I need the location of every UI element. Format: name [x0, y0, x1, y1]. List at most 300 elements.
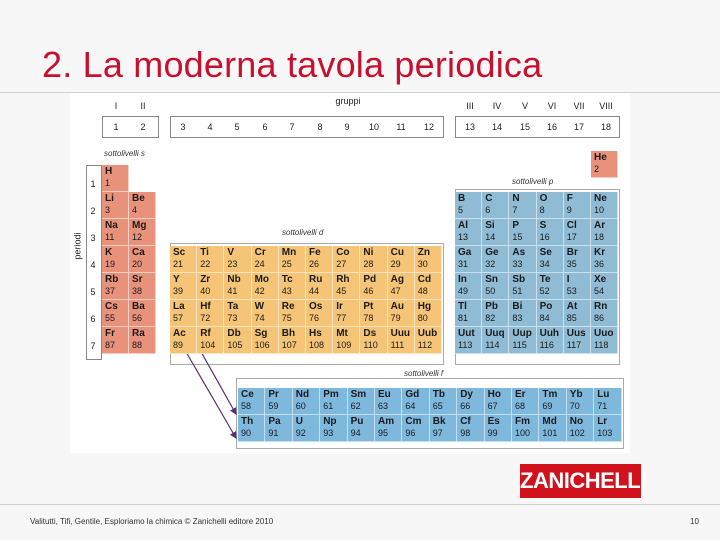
element-cell-Ce — [238, 388, 265, 415]
element-symbol: Sr — [132, 274, 143, 285]
atomic-number: 107 — [281, 340, 297, 350]
element-symbol: Ag — [390, 274, 404, 285]
element-cell-Cf — [457, 415, 484, 442]
element-cell-Cs — [102, 300, 129, 327]
atomic-number: 83 — [512, 313, 523, 323]
period-number-7: 7 — [90, 341, 96, 351]
element-cell-F — [564, 192, 591, 219]
element-cell-Rb — [102, 273, 129, 300]
element-symbol: In — [458, 274, 467, 285]
element-cell-H — [102, 165, 129, 192]
element-symbol: Tb — [432, 389, 446, 400]
element-symbol: Db — [227, 328, 241, 339]
element-symbol: Uuq — [485, 328, 505, 339]
element-cell-Uuh — [537, 327, 564, 354]
element-symbol: Np — [323, 416, 337, 427]
element-symbol: Ds — [363, 328, 377, 339]
element-cell-At — [564, 300, 591, 327]
atomic-number: 18 — [594, 232, 605, 242]
element-cell-Li — [102, 192, 129, 219]
element-cell-Ds — [360, 327, 387, 354]
atomic-number: 1 — [105, 178, 111, 188]
element-cell-Pa — [265, 415, 292, 442]
element-cell-Bh — [279, 327, 306, 354]
element-cell-Ra — [129, 327, 156, 354]
element-symbol: Es — [487, 416, 500, 427]
atomic-number: 61 — [323, 401, 334, 411]
period-number-1: 1 — [90, 179, 96, 189]
atomic-number: 30 — [417, 259, 428, 269]
element-symbol: Tl — [458, 301, 467, 312]
element-symbol: Li — [105, 193, 114, 204]
element-cell-K — [102, 246, 129, 273]
atomic-number: 20 — [132, 259, 143, 269]
atomic-number: 81 — [458, 313, 469, 323]
atomic-number: 46 — [363, 286, 374, 296]
element-symbol: N — [512, 193, 520, 204]
atomic-number: 112 — [417, 340, 433, 350]
atomic-number: 63 — [378, 401, 389, 411]
group-number-1: 1 — [113, 122, 119, 132]
element-cell-Tb — [430, 388, 457, 415]
element-symbol: C — [485, 193, 493, 204]
element-cell-Te — [537, 273, 564, 300]
element-symbol: Ir — [336, 301, 343, 312]
atomic-number: 51 — [512, 286, 523, 296]
element-cell-Al — [455, 219, 482, 246]
element-symbol: Ru — [309, 274, 323, 285]
element-symbol: Cs — [105, 301, 118, 312]
element-symbol: Dy — [460, 389, 473, 400]
element-cell-Sg — [252, 327, 279, 354]
element-cell-Ru — [306, 273, 333, 300]
atomic-number: 27 — [336, 259, 347, 269]
element-symbol: No — [569, 416, 584, 427]
atomic-number: 21 — [173, 259, 184, 269]
atomic-number: 114 — [485, 340, 500, 350]
element-cell-P — [509, 219, 536, 246]
element-symbol: W — [254, 301, 265, 312]
element-cell-Fe — [306, 246, 333, 273]
element-cell-Sn — [482, 273, 509, 300]
element-symbol: Se — [539, 247, 552, 258]
element-symbol: Mg — [132, 220, 147, 231]
element-cell-C — [482, 192, 509, 219]
element-symbol: Sb — [512, 274, 526, 285]
atomic-number: 11 — [105, 232, 115, 242]
element-cell-Ti — [197, 246, 224, 273]
element-cell-Tl — [455, 300, 482, 327]
element-cell-Db — [224, 327, 251, 354]
atomic-number: 68 — [515, 401, 526, 411]
element-symbol: Xe — [594, 274, 607, 285]
element-cell-Uuu — [388, 327, 415, 354]
atomic-number: 91 — [268, 428, 279, 438]
element-symbol: Rb — [105, 274, 119, 285]
footer-citation: Valitutti, Tifi, Gentile, Esploriamo la chimica © Zanichelli editore 2010 — [30, 517, 274, 526]
group-number-10: 10 — [368, 122, 379, 132]
atomic-number: 58 — [241, 401, 252, 411]
element-symbol: At — [566, 301, 578, 312]
element-symbol: Ho — [487, 389, 501, 400]
roman-group-V: V — [521, 101, 528, 111]
element-symbol: Er — [515, 389, 526, 400]
element-symbol: Bh — [281, 328, 296, 339]
element-cell-Sr — [129, 273, 156, 300]
element-symbol: Na — [105, 220, 118, 231]
period-number-5: 5 — [90, 287, 96, 297]
element-symbol: Uut — [458, 328, 475, 339]
element-symbol: Hf — [200, 301, 211, 312]
element-cell-Ni — [360, 246, 387, 273]
element-symbol: Ar — [594, 220, 606, 231]
element-cell-Re — [279, 300, 306, 327]
atomic-number: 40 — [200, 286, 211, 296]
atomic-number: 33 — [512, 259, 523, 269]
element-cell-Hf — [197, 300, 224, 327]
element-symbol: Cm — [405, 416, 422, 427]
element-cell-Ag — [388, 273, 415, 300]
element-cell-Sm — [348, 388, 375, 415]
atomic-number: 75 — [281, 313, 292, 323]
element-cell-Dy — [457, 388, 484, 415]
atomic-number: 116 — [539, 340, 554, 350]
element-cell-Lr — [594, 415, 621, 442]
element-cell-U — [293, 415, 320, 442]
atomic-number: 36 — [594, 259, 605, 269]
element-symbol: Y — [173, 274, 180, 285]
group-number-13: 13 — [464, 122, 475, 132]
label-sottolivelli-p: sottolivelli p — [512, 177, 554, 186]
roman-group-VI: VI — [547, 101, 557, 111]
element-cell-Bk — [430, 415, 457, 442]
element-cell-S — [537, 219, 564, 246]
element-cell-Cd — [415, 273, 442, 300]
element-symbol: Ti — [200, 247, 209, 258]
element-cell-Uus — [564, 327, 591, 354]
element-cell-W — [252, 300, 279, 327]
element-symbol: Lr — [597, 416, 608, 427]
group-number-17: 17 — [573, 122, 584, 132]
element-symbol: Be — [132, 193, 145, 204]
element-symbol: Am — [378, 416, 395, 427]
atomic-number: 50 — [485, 286, 496, 296]
element-symbol: Uuh — [539, 328, 560, 339]
element-cell-Ir — [333, 300, 360, 327]
atomic-number: 5 — [458, 205, 464, 215]
atomic-number: 69 — [542, 401, 553, 411]
slide-title: 2. La moderna tavola periodica — [42, 44, 543, 85]
element-cell-Br — [564, 246, 591, 273]
element-symbol: Pb — [485, 301, 498, 312]
element-cell-Hg — [415, 300, 442, 327]
element-cell-Mo — [252, 273, 279, 300]
roman-group-IV: IV — [492, 101, 502, 111]
atomic-number: 98 — [460, 428, 471, 438]
element-symbol: Pm — [323, 389, 339, 400]
element-symbol: Uus — [566, 328, 586, 339]
element-cell-Rn — [591, 300, 618, 327]
atomic-number: 109 — [336, 340, 352, 350]
atomic-number: 77 — [336, 313, 347, 323]
element-cell-Ge — [482, 246, 509, 273]
element-cell-Xe — [591, 273, 618, 300]
atomic-number: 74 — [254, 313, 265, 323]
element-symbol: Kr — [594, 247, 606, 258]
element-cell-Eu — [375, 388, 402, 415]
element-symbol: P — [512, 220, 520, 231]
element-cell-Er — [512, 388, 539, 415]
element-symbol: Th — [241, 416, 254, 427]
atomic-number: 76 — [309, 313, 320, 323]
element-cell-Uut — [455, 327, 482, 354]
element-cell-He — [591, 151, 618, 178]
atomic-number: 28 — [363, 259, 374, 269]
group-number-9: 9 — [344, 122, 350, 132]
element-symbol: Bi — [512, 301, 523, 312]
atomic-number: 37 — [105, 286, 116, 296]
periodic-table-figure — [70, 93, 630, 453]
element-cell-Cu — [388, 246, 415, 273]
element-symbol: Bk — [432, 416, 446, 427]
element-symbol: Ni — [363, 247, 374, 258]
element-cell-Nd — [293, 388, 320, 415]
atomic-number: 100 — [515, 428, 531, 438]
element-symbol: Uub — [417, 328, 438, 339]
atomic-number: 42 — [254, 286, 265, 296]
atomic-number: 86 — [594, 313, 605, 323]
atomic-number: 15 — [512, 232, 523, 242]
atomic-number: 95 — [378, 428, 389, 438]
element-symbol: Te — [539, 274, 551, 285]
atomic-number: 73 — [227, 313, 238, 323]
group-number-12: 12 — [423, 122, 434, 132]
element-cell-Pu — [348, 415, 375, 442]
element-cell-Uuq — [482, 327, 509, 354]
atomic-number: 89 — [173, 340, 184, 350]
label-sottolivelli-f: sottolivelli f — [404, 369, 444, 378]
atomic-number: 2 — [594, 164, 600, 174]
atomic-number: 60 — [295, 401, 306, 411]
label-sottolivelli-s: sottolivelli s — [104, 149, 145, 158]
element-symbol: Pa — [268, 416, 281, 427]
element-symbol: Sm — [350, 389, 367, 400]
atomic-number: 45 — [336, 286, 347, 296]
atomic-number: 13 — [458, 232, 469, 242]
element-symbol: Pr — [268, 389, 279, 400]
element-cell-Uub — [415, 327, 442, 354]
group-number-18: 18 — [600, 122, 611, 132]
element-symbol: Uuo — [594, 328, 614, 339]
atomic-number: 6 — [485, 205, 491, 215]
atomic-number: 106 — [254, 340, 270, 350]
arrow-actinides — [182, 345, 236, 438]
element-symbol: Uuu — [390, 328, 411, 339]
element-cell-Cl — [564, 219, 591, 246]
atomic-number: 3 — [105, 205, 111, 215]
group-number-6: 6 — [262, 122, 268, 132]
element-symbol: S — [539, 220, 547, 231]
element-symbol: Rf — [200, 328, 211, 339]
atomic-number: 14 — [485, 232, 496, 242]
atomic-number: 111 — [390, 340, 405, 350]
element-symbol: F — [566, 193, 573, 204]
atomic-number: 71 — [597, 401, 608, 411]
element-symbol: Sn — [485, 274, 498, 285]
atomic-number: 17 — [566, 232, 577, 242]
element-cell-Pr — [265, 388, 292, 415]
element-cell-Ne — [591, 192, 618, 219]
element-symbol: He — [594, 152, 607, 163]
atomic-number: 31 — [458, 259, 469, 269]
atomic-number: 115 — [512, 340, 527, 350]
element-symbol: Si — [485, 220, 495, 231]
element-cell-Rh — [333, 273, 360, 300]
atomic-number: 87 — [105, 340, 116, 350]
atomic-number: 66 — [460, 401, 471, 411]
element-cell-Zr — [197, 273, 224, 300]
atomic-number: 105 — [227, 340, 243, 350]
element-symbol: Yb — [569, 389, 583, 400]
roman-group-II: II — [140, 101, 146, 111]
element-symbol: Ca — [132, 247, 145, 258]
element-symbol: Cf — [460, 416, 471, 427]
element-symbol: Uup — [512, 328, 532, 339]
roman-group-VIII: VIII — [599, 101, 613, 111]
atomic-number: 55 — [105, 313, 116, 323]
element-symbol: Pu — [350, 416, 364, 427]
atomic-number: 49 — [458, 286, 469, 296]
atomic-number: 99 — [487, 428, 498, 438]
element-cell-Rf — [197, 327, 224, 354]
element-cell-La — [170, 300, 197, 327]
element-cell-Zn — [415, 246, 442, 273]
element-symbol: Hs — [309, 328, 322, 339]
atomic-number: 57 — [173, 313, 184, 323]
atomic-number: 38 — [132, 286, 143, 296]
atomic-number: 29 — [390, 259, 401, 269]
element-symbol: Rn — [594, 301, 608, 312]
atomic-number: 96 — [405, 428, 416, 438]
group-number-8: 8 — [317, 122, 323, 132]
element-symbol: Po — [539, 301, 553, 312]
element-symbol: Tm — [542, 389, 558, 400]
group-number-15: 15 — [519, 122, 530, 132]
period-number-3: 3 — [90, 233, 96, 243]
atomic-number: 118 — [594, 340, 609, 350]
atomic-number: 4 — [132, 205, 138, 215]
element-cell-As — [509, 246, 536, 273]
atomic-number: 12 — [132, 232, 143, 242]
element-symbol: Ce — [241, 389, 254, 400]
element-cell-Ca — [129, 246, 156, 273]
element-cell-Pm — [320, 388, 347, 415]
atomic-number: 35 — [566, 259, 577, 269]
atomic-number: 19 — [105, 259, 116, 269]
atomic-number: 8 — [539, 205, 545, 215]
element-symbol: Re — [281, 301, 295, 312]
element-symbol: Fr — [105, 328, 115, 339]
roman-group-III: III — [466, 101, 474, 111]
element-cell-Np — [320, 415, 347, 442]
atomic-number: 103 — [597, 428, 613, 438]
element-symbol: Mn — [281, 247, 297, 258]
atomic-number: 43 — [281, 286, 292, 296]
atomic-number: 62 — [350, 401, 361, 411]
element-cell-No — [567, 415, 594, 442]
element-cell-Pt — [360, 300, 387, 327]
element-cell-Be — [129, 192, 156, 219]
element-symbol: I — [566, 274, 570, 285]
element-cell-Tm — [539, 388, 566, 415]
element-symbol: Gd — [405, 389, 420, 400]
atomic-number: 110 — [363, 340, 378, 350]
element-symbol: Cu — [390, 247, 404, 258]
element-cell-V — [224, 246, 251, 273]
element-cell-Sc — [170, 246, 197, 273]
element-symbol: Hg — [417, 301, 432, 312]
element-symbol: Nd — [295, 389, 310, 400]
element-cell-Es — [485, 415, 512, 442]
atomic-number: 70 — [569, 401, 580, 411]
atomic-number: 24 — [254, 259, 265, 269]
roman-group-I: I — [114, 101, 118, 111]
element-symbol: O — [539, 193, 548, 204]
element-cell-Pd — [360, 273, 387, 300]
element-symbol: H — [105, 166, 113, 177]
element-symbol: Tc — [281, 274, 293, 285]
atomic-number: 101 — [542, 428, 558, 438]
element-cell-Tc — [279, 273, 306, 300]
group-number-4: 4 — [207, 122, 213, 132]
element-cell-Se — [537, 246, 564, 273]
element-cell-Au — [388, 300, 415, 327]
element-symbol: Fm — [515, 416, 530, 427]
element-cell-Ar — [591, 219, 618, 246]
atomic-number: 59 — [268, 401, 279, 411]
atomic-number: 97 — [432, 428, 443, 438]
atomic-number: 39 — [173, 286, 184, 296]
element-symbol: Sg — [254, 328, 268, 339]
element-cell-Co — [333, 246, 360, 273]
element-symbol: B — [458, 193, 466, 204]
element-symbol: Co — [336, 247, 350, 258]
element-cell-Ta — [224, 300, 251, 327]
atomic-number: 23 — [227, 259, 238, 269]
element-symbol: Zn — [417, 247, 431, 258]
group-number-5: 5 — [234, 122, 240, 132]
element-cell-B — [455, 192, 482, 219]
element-cell-Md — [539, 415, 566, 442]
group-number-7: 7 — [289, 122, 295, 132]
element-cell-Pb — [482, 300, 509, 327]
element-symbol: Pt — [363, 301, 374, 312]
group-number-14: 14 — [491, 122, 502, 132]
element-symbol: Cd — [417, 274, 432, 285]
atomic-number: 94 — [350, 428, 361, 438]
element-symbol: Ta — [227, 301, 239, 312]
label-sottolivelli-d: sottolivelli d — [282, 228, 324, 237]
page-number: 10 — [690, 517, 699, 526]
atomic-number: 117 — [566, 340, 582, 350]
atomic-number: 113 — [458, 340, 473, 350]
atomic-number: 9 — [566, 205, 572, 215]
atomic-number: 56 — [132, 313, 143, 323]
atomic-number: 44 — [309, 286, 320, 296]
element-cell-N — [509, 192, 536, 219]
label-gruppi: gruppi — [335, 96, 361, 106]
atomic-number: 34 — [539, 259, 550, 269]
